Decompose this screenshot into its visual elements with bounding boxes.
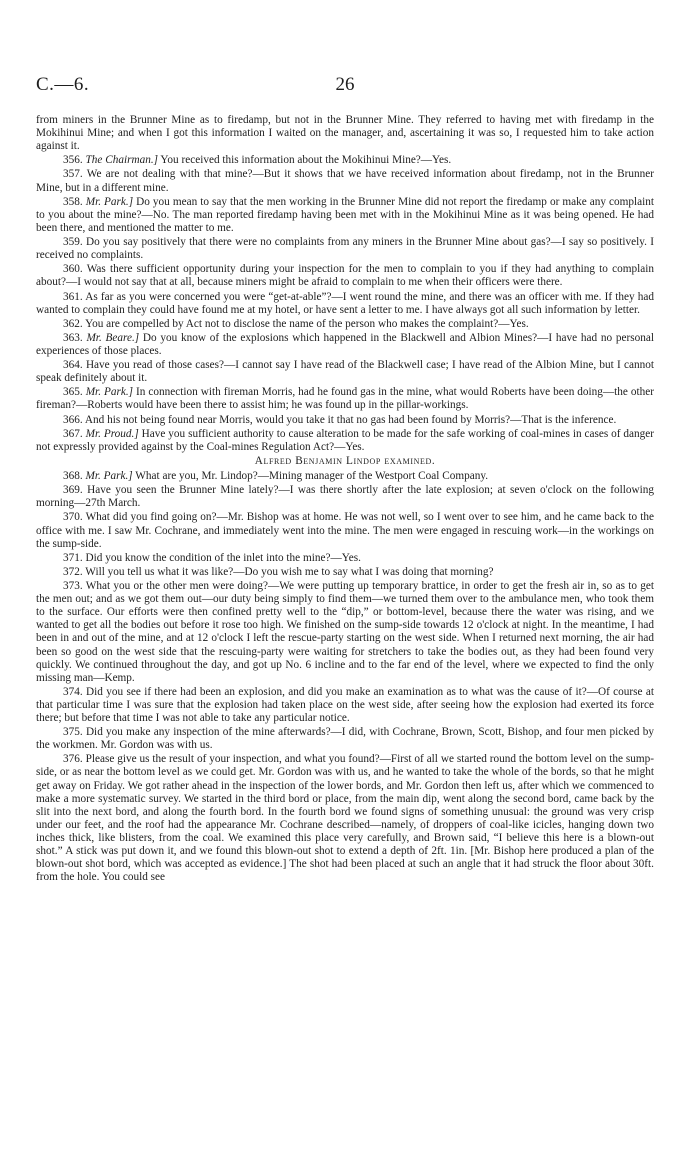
- question-paragraph: [36, 428, 654, 454]
- paragraph-text: Do you mean to say that the men working in the Brunner Mine did not report the firedamp or make any complaint to you about the mine?—No. The man reported firedamp having been met with in the Mokihinui Mine as it was being opened. He had been there, and mentioned the matter to me.: [36, 195, 655, 234]
- witness-heading: Alfred Benjamin Lindop examined.: [254, 454, 436, 467]
- question-paragraph: [36, 470, 654, 483]
- question-paragraph: [36, 414, 654, 427]
- question-number: 358.: [63, 195, 83, 208]
- paragraph-text: Have you sufficient authority to cause alteration to be made for the safe working of coal-mines in cases of danger not expressly provided against by the Coal-mines Regulation Act?—Yes.: [36, 427, 655, 453]
- question-number: 362.: [63, 317, 83, 330]
- paragraph-text: You received this information about the Mokihinui Mine?—Yes.: [160, 154, 452, 167]
- question-number: 365.: [63, 386, 83, 399]
- page-number: 26: [335, 74, 355, 95]
- paragraph-text: You are compelled by Act not to disclose the name of the person who makes the complaint?—Yes.: [85, 317, 529, 330]
- question-paragraph: [36, 359, 654, 385]
- question-number: 359.: [63, 236, 83, 249]
- question-paragraph: [36, 753, 654, 884]
- question-paragraph: [36, 580, 654, 685]
- paragraph-text: Will you tell us what it was like?—Do you wish me to say what I was doing that morning?: [85, 565, 494, 578]
- paragraph-text: In connection with fireman Morris, had he found gas in the mine, what would Roberts have been doing—the other fireman?—Roberts would have been there to assist him; he was found up in the pillar-workings.: [36, 386, 655, 412]
- question-number: 372.: [63, 565, 83, 578]
- paragraph-text: from miners in the Brunner Mine as to firedamp, but not in the Brunner Mine. They referred to having met with firedamp in the Mokihinui Mine; and when I got this information I waited on the manager, and, ascertaining it was so, I requested him to take action against it.: [36, 114, 654, 153]
- question-paragraph: [36, 291, 654, 317]
- continued-paragraph: [36, 114, 654, 153]
- question-paragraph: [36, 511, 654, 550]
- question-paragraph: [36, 318, 654, 331]
- question-number: 367.: [63, 427, 83, 440]
- question-number: 369.: [63, 484, 83, 497]
- speaker-label: The Chairman.]: [85, 154, 159, 167]
- document-code: C.—6.: [36, 74, 90, 95]
- question-paragraph: [36, 196, 654, 235]
- paragraph-text: And his not being found near Morris, would you take it that no gas had been found by Morris?—That is the inference.: [84, 413, 617, 426]
- paragraph-text: Did you know the condition of the inlet into the mine?—Yes.: [85, 551, 361, 564]
- paragraph-text: Do you say positively that there were no complaints from any miners in the Brunner Mine about gas?—I say so positively. I received no complaints.: [36, 236, 654, 262]
- paragraph-text: What did you find going on?—Mr. Bishop was at home. He was not well, so I went over to see him, and he came back to the office with me. I saw Mr. Cochrane, and immediately went into the mine. The men were engaged in rescuing work—in the workings on the sump-side.: [36, 511, 654, 550]
- question-number: 370.: [63, 511, 83, 524]
- question-paragraph: [36, 236, 654, 262]
- paragraph-text: Have you seen the Brunner Mine lately?—I was there shortly after the late explosion; at seven o'clock on the following morning—27th March.: [36, 484, 655, 510]
- speaker-label: Mr. Park.]: [85, 195, 134, 208]
- paragraph-text: Did you see if there had been an explosion, and did you make an examination as to what was the cause of it?—Of course at that particular time I was sure that the explosion had taken place on the west side, after seeing how the explosion had exerted its force there; but before that time I was not able to take any particular notice.: [36, 685, 655, 725]
- paragraph-text: Please give us the result of your inspection, and what you found?—First of all we started round the bottom level on the sump-side, or as near the bottom level as we could get. Mr. Gordon was with us, and he wanted to take the whole of the bords, so that he might get away on Friday. We got rather ahead in the inspection of the lower bords, and Mr. Gordon then left us, after which we commenced to make a more systematic survey. We started in the third bord or place, from the main dip, went along the second bord, came back by the slit into the next bord, and along the fourth bord. In the fourth bord we found signs of something unusual: the ground was very crisp under our feet, and the roof had the appearance Mr. Cochrane described—namely, of droppers of coal-like icicles, hanging down two inches thick, like blisters, from the coal. We examined this place very carefully, and Brown said, “I believe this here is a blown-out shot.” A stick was put down it, and we found this blown-out shot to extend a depth of 2ft. 1in. [Mr. Bishop here produced a plan of the blown-out shot bord, which was accepted as evidence.] The shot had been placed at such an angle that it had struck the floor about 30ft. from the hole. You could see: [36, 753, 655, 884]
- question-paragraph: [36, 332, 654, 358]
- question-paragraph: [36, 168, 654, 194]
- speaker-label: Mr. Beare.]: [86, 331, 140, 344]
- question-number: 366.: [63, 413, 83, 426]
- question-number: 363.: [63, 331, 83, 344]
- paragraph-text: What you or the other men were doing?—We were putting up temporary brattice, in order to get the fresh air in, so as to get the men out; and as we got them out—our duty being simply to find them—we turned them over to the ambulance men, who took them to the surface. Our efforts were then confined pretty well to the “dip,” or bottom-level, because there the water was rising, and we wanted to get all the bodies out before it rose too high. We finished on the sump-side towards 12 o'clock at night. In the meantime, I had been in and out of the mine, and at 12 o'clock I left the rescue-party starting on the west side. When I returned next morning, the air had been so good on the west side that the rescuing-party were waiting for stretchers to take the bodies out, as they had been found very quickly. We continued throughout the day, and got up No. 6 incline and to the far end of the level, where we expected to find the only missing man—Kemp.: [36, 580, 654, 684]
- question-number: 374.: [63, 685, 83, 698]
- question-paragraph: [36, 154, 654, 167]
- question-number: 376.: [63, 753, 83, 766]
- paragraph-text: Do you know of the explosions which happened in the Blackwell and Albion Mines?—I have had no personal experiences of those places.: [36, 331, 654, 357]
- question-number: 368.: [63, 470, 83, 483]
- question-paragraph: [36, 686, 654, 725]
- paragraph-text: Was there sufficient opportunity during your inspection for the men to complain to you if they had anything to complain about?—I would not say that at all, because miners might be afraid to complain to me when their officers were there.: [36, 263, 654, 289]
- paragraph-text: What are you, Mr. Lindop?—Mining manager of the Westport Coal Company.: [135, 470, 489, 483]
- question-number: 361.: [63, 290, 83, 303]
- speaker-label: Mr. Park.]: [85, 386, 134, 399]
- page-header: [36, 74, 654, 100]
- speaker-label: Mr. Proud.]: [85, 427, 139, 440]
- question-number: 357.: [63, 168, 83, 181]
- question-paragraph: [36, 552, 654, 565]
- paragraph-text: Have you read of those cases?—I cannot say I have read of the Blackwell case; I have read of the Albion Mine, but I cannot speak definitely about it.: [36, 359, 654, 385]
- paragraph-text: As far as you were concerned you were “get-at-able”?—I went round the mine, and there was an officer with me. If they had wanted to complain they could have found me at my hotel, or have sent a letter to me. I have always got all such information by letter.: [36, 290, 654, 316]
- question-number: 364.: [63, 359, 83, 372]
- question-number: 375.: [63, 726, 83, 739]
- speaker-label: Mr. Park.]: [85, 470, 133, 483]
- paragraph-text: We are not dealing with that mine?—But it shows that we have received information about firedamp, not in the Brunner Mine, but in a different mine.: [36, 168, 655, 194]
- question-paragraph: [36, 386, 654, 412]
- paragraph-text: Did you make any inspection of the mine afterwards?—I did, with Cochrane, Brown, Scott, Bishop, and four men picked by the workmen. Mr. Gordon was with us.: [36, 726, 655, 752]
- question-number: 371.: [63, 551, 83, 564]
- question-paragraph: [36, 484, 654, 510]
- question-number: 373.: [63, 580, 83, 593]
- question-number: 356.: [63, 154, 83, 167]
- question-paragraph: [36, 726, 654, 752]
- body-text: [36, 114, 654, 884]
- question-paragraph: [36, 263, 654, 289]
- question-number: 360.: [63, 263, 83, 276]
- question-paragraph: [36, 566, 654, 579]
